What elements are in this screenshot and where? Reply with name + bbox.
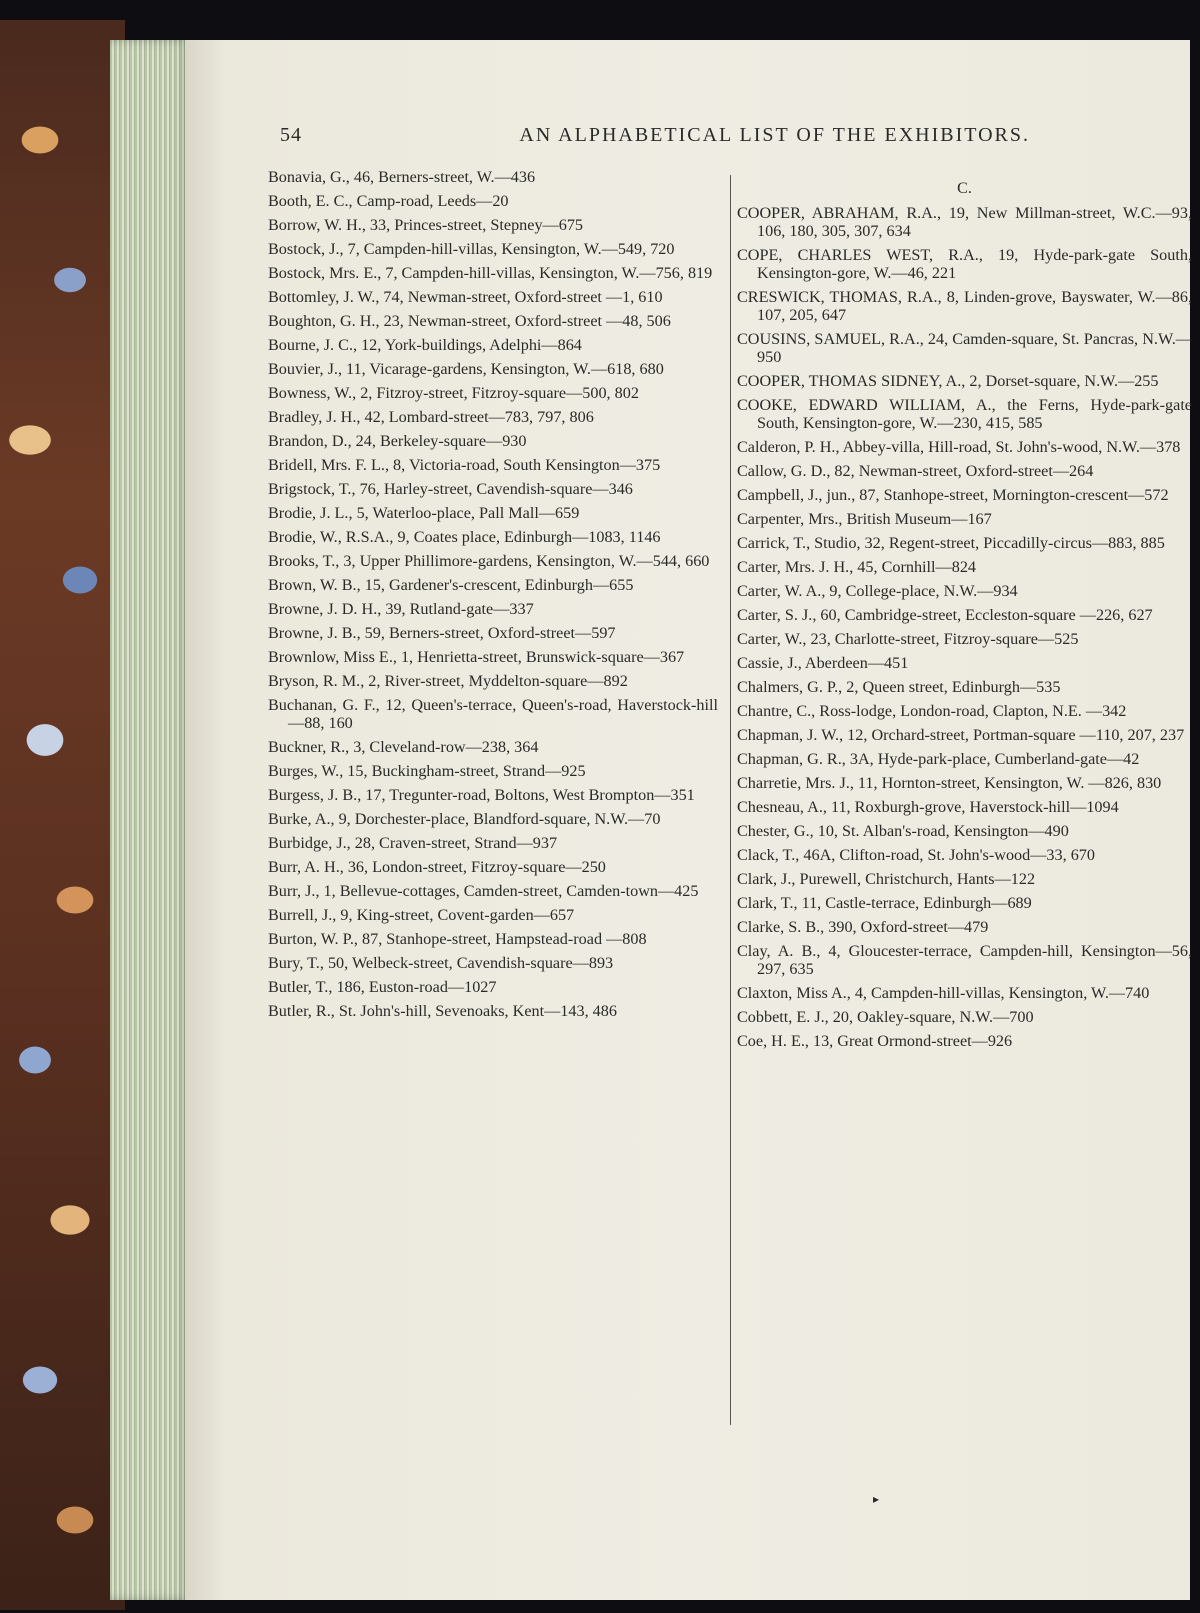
list-item: Burke, A., 9, Dorchester-place, Blandford-square, N.W.—70 xyxy=(268,810,661,828)
list-item: Browne, J. B., 59, Berners-street, Oxford-street—597 xyxy=(268,624,616,642)
list-item: Bouvier, J., 11, Vicarage-gardens, Kensington, W.—618, 680 xyxy=(268,360,664,378)
list-item: COUSINS, SAMUEL, R.A., 24, Camden-square, St. Pancras, N.W.—950 xyxy=(737,330,1192,366)
list-item: Browne, J. D. H., 39, Rutland-gate—337 xyxy=(268,600,534,618)
list-item: Booth, E. C., Camp-road, Leeds—20 xyxy=(268,192,509,210)
section-letter: C. xyxy=(957,180,972,197)
list-item: Calderon, P. H., Abbey-villa, Hill-road, St. John's-wood, N.W.—378 xyxy=(737,438,1181,456)
list-item: Chantre, C., Ross-lodge, London-road, Clapton, N.E. —342 xyxy=(737,702,1127,720)
list-item: CRESWICK, THOMAS, R.A., 8, Linden-grove, Bayswater, W.—86, 107, 205, 647 xyxy=(737,288,1192,324)
list-item: Clack, T., 46A, Clifton-road, St. John's-wood—33, 670 xyxy=(737,846,1095,864)
list-item: Chapman, J. W., 12, Orchard-street, Portman-square —110, 207, 237 xyxy=(737,726,1185,744)
right-column xyxy=(737,180,1192,1056)
list-item: Boughton, G. H., 23, Newman-street, Oxford-street —48, 506 xyxy=(268,312,671,330)
list-item: Brandon, D., 24, Berkeley-square—930 xyxy=(268,432,527,450)
list-item: COOPER, ABRAHAM, R.A., 19, New Millman-street, W.C.—93, 106, 180, 305, 307, 634 xyxy=(737,204,1192,240)
list-item: Campbell, J., jun., 87, Stanhope-street, Mornington-crescent—572 xyxy=(737,486,1169,504)
running-title: AN ALPHABETICAL LIST OF THE EXHIBITORS. xyxy=(519,124,1030,146)
list-item: Bridell, Mrs. F. L., 8, Victoria-road, South Kensington—375 xyxy=(268,456,661,474)
list-item: Coe, H. E., 13, Great Ormond-street—926 xyxy=(737,1032,1013,1050)
list-item: Burgess, J. B., 17, Tregunter-road, Boltons, West Brompton—351 xyxy=(268,786,695,804)
list-item: Bottomley, J. W., 74, Newman-street, Oxford-street —1, 610 xyxy=(268,288,663,306)
list-item: Charretie, Mrs. J., 11, Hornton-street, Kensington, W. —826, 830 xyxy=(737,774,1162,792)
list-item: Brodie, J. L., 5, Waterloo-place, Pall Mall—659 xyxy=(268,504,580,522)
list-item: Bonavia, G., 46, Berners-street, W.—436 xyxy=(268,168,536,186)
list-item: Carrick, T., Studio, 32, Regent-street, Piccadilly-circus—883, 885 xyxy=(737,534,1165,552)
list-item: Burbidge, J., 28, Craven-street, Strand—937 xyxy=(268,834,558,852)
list-item: Bryson, R. M., 2, River-street, Myddelton-square—892 xyxy=(268,672,628,690)
marbled-binding xyxy=(0,20,125,1610)
list-item: Bowness, W., 2, Fitzroy-street, Fitzroy-square—500, 802 xyxy=(268,384,639,402)
list-item: Brown, W. B., 15, Gardener's-crescent, Edinburgh—655 xyxy=(268,576,634,594)
list-item: Carter, S. J., 60, Cambridge-street, Eccleston-square —226, 627 xyxy=(737,606,1153,624)
list-item: Carpenter, Mrs., British Museum—167 xyxy=(737,510,992,528)
list-item: Chester, G., 10, St. Alban's-road, Kensington—490 xyxy=(737,822,1069,840)
list-item: COOPER, THOMAS SIDNEY, A., 2, Dorset-square, N.W.—255 xyxy=(737,372,1159,390)
page-number: 54 xyxy=(280,124,302,146)
column-divider xyxy=(730,175,731,1425)
list-item: COPE, CHARLES WEST, R.A., 19, Hyde-park-gate South, Kensington-gore, W.—46, 221 xyxy=(737,246,1192,282)
footer-mark: ▸ xyxy=(873,1492,880,1506)
list-item: Brooks, T., 3, Upper Phillimore-gardens, Kensington, W.—544, 660 xyxy=(268,552,710,570)
list-item: COOKE, EDWARD WILLIAM, A., the Ferns, Hyde-park-gate South, Kensington-gore, W.—230, 415, 585 xyxy=(737,396,1192,432)
list-item: Bostock, J., 7, Campden-hill-villas, Kensington, W.—549, 720 xyxy=(268,240,675,258)
list-item: Butler, R., St. John's-hill, Sevenoaks, Kent—143, 486 xyxy=(268,1002,617,1020)
list-item: Brownlow, Miss E., 1, Henrietta-street, Brunswick-square—367 xyxy=(268,648,685,666)
list-item: Clay, A. B., 4, Gloucester-terrace, Campden-hill, Kensington—56, 297, 635 xyxy=(737,942,1192,978)
list-item: Cassie, J., Aberdeen—451 xyxy=(737,654,909,672)
list-item: Burrell, J., 9, King-street, Covent-garden—657 xyxy=(268,906,575,924)
list-item: Burr, A. H., 36, London-street, Fitzroy-square—250 xyxy=(268,858,606,876)
list-item: Carter, Mrs. J. H., 45, Cornhill—824 xyxy=(737,558,977,576)
list-item: Brodie, W., R.S.A., 9, Coates place, Edinburgh—1083, 1146 xyxy=(268,528,661,546)
list-item: Clark, J., Purewell, Christchurch, Hants—122 xyxy=(737,870,1036,888)
list-item: Chalmers, G. P., 2, Queen street, Edinburgh—535 xyxy=(737,678,1061,696)
list-item: Cobbett, E. J., 20, Oakley-square, N.W.—700 xyxy=(737,1008,1034,1026)
list-item: Burges, W., 15, Buckingham-street, Strand—925 xyxy=(268,762,586,780)
list-item: Bradley, J. H., 42, Lombard-street—783, 797, 806 xyxy=(268,408,594,426)
list-item: Clark, T., 11, Castle-terrace, Edinburgh—689 xyxy=(737,894,1032,912)
list-item: Buckner, R., 3, Cleveland-row—238, 364 xyxy=(268,738,539,756)
book-page xyxy=(185,40,1190,1600)
list-item: Bostock, Mrs. E., 7, Campden-hill-villas, Kensington, W.—756, 819 xyxy=(268,264,713,282)
list-item: Bury, T., 50, Welbeck-street, Cavendish-square—893 xyxy=(268,954,614,972)
list-item: Carter, W., 23, Charlotte-street, Fitzroy-square—525 xyxy=(737,630,1079,648)
list-item: Chesneau, A., 11, Roxburgh-grove, Haverstock-hill—1094 xyxy=(737,798,1119,816)
list-item: Clarke, S. B., 390, Oxford-street—479 xyxy=(737,918,989,936)
list-item: Claxton, Miss A., 4, Campden-hill-villas, Kensington, W.—740 xyxy=(737,984,1150,1002)
page-edges xyxy=(110,40,190,1600)
list-item: Carter, W. A., 9, College-place, N.W.—934 xyxy=(737,582,1018,600)
list-item: Chapman, G. R., 3A, Hyde-park-place, Cumberland-gate—42 xyxy=(737,750,1140,768)
list-item: Burton, W. P., 87, Stanhope-street, Hampstead-road —808 xyxy=(268,930,647,948)
list-item: Butler, T., 186, Euston-road—1027 xyxy=(268,978,497,996)
list-item: Borrow, W. H., 33, Princes-street, Stepney—675 xyxy=(268,216,584,234)
left-column xyxy=(268,168,718,1026)
list-item: Bourne, J. C., 12, York-buildings, Adelphi—864 xyxy=(268,336,582,354)
list-item: Buchanan, G. F., 12, Queen's-terrace, Queen's-road, Haverstock-hill—88, 160 xyxy=(268,696,718,732)
list-item: Brigstock, T., 76, Harley-street, Cavendish-square—346 xyxy=(268,480,633,498)
list-item: Burr, J., 1, Bellevue-cottages, Camden-street, Camden-town—425 xyxy=(268,882,699,900)
list-item: Callow, G. D., 82, Newman-street, Oxford-street—264 xyxy=(737,462,1094,480)
